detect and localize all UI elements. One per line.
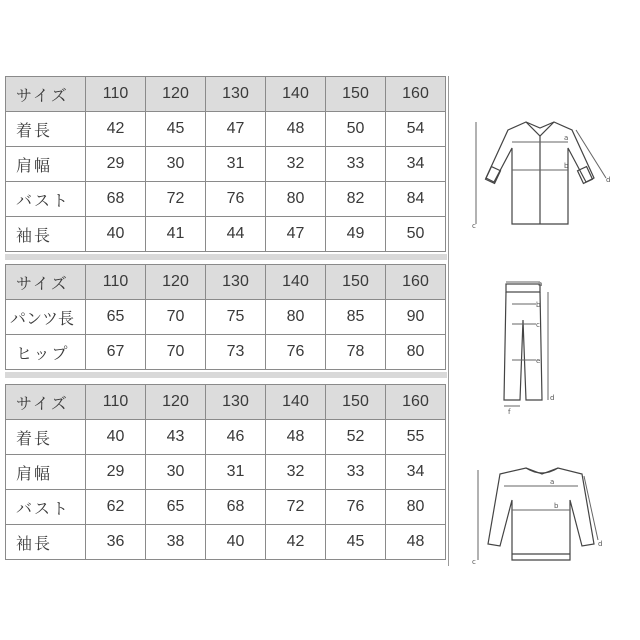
table-cell: 29 xyxy=(86,455,146,490)
table-cell: 52 xyxy=(326,420,386,455)
table-cell: 40 xyxy=(86,217,146,252)
panel-divider xyxy=(448,76,449,566)
svg-text:d: d xyxy=(598,540,603,548)
table-row xyxy=(6,182,446,217)
size-cell: 150 xyxy=(326,265,386,300)
table-cell: 84 xyxy=(386,182,446,217)
table-cell: 31 xyxy=(206,147,266,182)
size-cell: 130 xyxy=(206,385,266,420)
table-cell: 80 xyxy=(386,490,446,525)
row-label: バスト xyxy=(6,490,86,525)
svg-text:c: c xyxy=(536,321,540,329)
size-cell: 110 xyxy=(86,385,146,420)
table-cell: 65 xyxy=(146,490,206,525)
table-cell: 48 xyxy=(266,112,326,147)
table-cell: 65 xyxy=(86,300,146,335)
table-row xyxy=(6,335,446,370)
size-cell: 130 xyxy=(206,77,266,112)
table-header-row xyxy=(6,265,446,300)
table-cell: 36 xyxy=(86,525,146,560)
table-cell: 68 xyxy=(86,182,146,217)
svg-text:b: b xyxy=(536,301,541,309)
table-cell: 42 xyxy=(266,525,326,560)
table-cell: 44 xyxy=(206,217,266,252)
row-label: 着長 xyxy=(6,420,86,455)
row-label: 着長 xyxy=(6,112,86,147)
table-cell: 54 xyxy=(386,112,446,147)
section-divider xyxy=(5,254,447,260)
table-cell: 30 xyxy=(146,455,206,490)
pants-diagram xyxy=(490,280,570,420)
table-cell: 78 xyxy=(326,335,386,370)
size-cell: 160 xyxy=(386,265,446,300)
header-cell: サイズ xyxy=(6,265,86,300)
row-label: 袖長 xyxy=(6,525,86,560)
table-cell: 72 xyxy=(266,490,326,525)
table-cell: 38 xyxy=(146,525,206,560)
table-cell: 67 xyxy=(86,335,146,370)
table-cell: 33 xyxy=(326,147,386,182)
table-cell: 90 xyxy=(386,300,446,335)
table-cell: 34 xyxy=(386,455,446,490)
table-cell: 80 xyxy=(266,182,326,217)
table-cell: 30 xyxy=(146,147,206,182)
sweater-size-table xyxy=(5,384,446,560)
svg-text:e: e xyxy=(536,357,541,365)
table-cell: 48 xyxy=(386,525,446,560)
shirt-icon xyxy=(468,112,618,237)
table-cell: 32 xyxy=(266,455,326,490)
table-cell: 50 xyxy=(326,112,386,147)
row-label: バスト xyxy=(6,182,86,217)
table-row xyxy=(6,112,446,147)
table-cell: 55 xyxy=(386,420,446,455)
size-cell: 130 xyxy=(206,265,266,300)
table-cell: 80 xyxy=(266,300,326,335)
shirt-diagram xyxy=(468,112,618,237)
table-row xyxy=(6,420,446,455)
sweater-diagram xyxy=(470,460,610,570)
row-label: パンツ長 xyxy=(6,300,86,335)
table-row xyxy=(6,217,446,252)
table-cell: 43 xyxy=(146,420,206,455)
size-cell: 150 xyxy=(326,385,386,420)
size-cell: 140 xyxy=(266,77,326,112)
size-cell: 120 xyxy=(146,385,206,420)
svg-text:d: d xyxy=(550,394,555,402)
table-cell: 76 xyxy=(326,490,386,525)
table-cell: 29 xyxy=(86,147,146,182)
header-cell: サイズ xyxy=(6,77,86,112)
size-cell: 110 xyxy=(86,77,146,112)
row-label: 肩幅 xyxy=(6,455,86,490)
svg-text:b: b xyxy=(564,162,569,170)
table-row xyxy=(6,490,446,525)
svg-text:d: d xyxy=(606,176,611,184)
table-cell: 48 xyxy=(266,420,326,455)
size-cell: 160 xyxy=(386,77,446,112)
table-row xyxy=(6,147,446,182)
table-cell: 80 xyxy=(386,335,446,370)
sweater-icon xyxy=(470,460,610,570)
table-cell: 62 xyxy=(86,490,146,525)
svg-text:c: c xyxy=(472,222,476,230)
svg-text:c: c xyxy=(472,558,476,566)
pants-size-table xyxy=(5,264,446,370)
table-cell: 47 xyxy=(266,217,326,252)
table-cell: 42 xyxy=(86,112,146,147)
pants-icon xyxy=(490,280,570,420)
table-cell: 45 xyxy=(326,525,386,560)
table-row xyxy=(6,525,446,560)
size-cell: 160 xyxy=(386,385,446,420)
svg-text:a: a xyxy=(538,280,543,288)
table-cell: 47 xyxy=(206,112,266,147)
row-label: 袖長 xyxy=(6,217,86,252)
table-cell: 68 xyxy=(206,490,266,525)
table-cell: 72 xyxy=(146,182,206,217)
section-divider xyxy=(5,372,447,378)
table-cell: 75 xyxy=(206,300,266,335)
table-cell: 45 xyxy=(146,112,206,147)
size-cell: 140 xyxy=(266,385,326,420)
table-cell: 49 xyxy=(326,217,386,252)
table-cell: 33 xyxy=(326,455,386,490)
table-cell: 70 xyxy=(146,335,206,370)
shirt-size-table xyxy=(5,76,446,252)
row-label: ヒップ xyxy=(6,335,86,370)
table-cell: 73 xyxy=(206,335,266,370)
table-header-row xyxy=(6,77,446,112)
size-cell: 120 xyxy=(146,265,206,300)
table-cell: 76 xyxy=(206,182,266,217)
table-header-row xyxy=(6,385,446,420)
svg-text:a: a xyxy=(550,478,555,486)
table-row xyxy=(6,455,446,490)
header-cell: サイズ xyxy=(6,385,86,420)
svg-text:f: f xyxy=(508,408,511,416)
table-cell: 76 xyxy=(266,335,326,370)
table-cell: 46 xyxy=(206,420,266,455)
table-cell: 40 xyxy=(86,420,146,455)
size-cell: 140 xyxy=(266,265,326,300)
row-label: 肩幅 xyxy=(6,147,86,182)
size-cell: 150 xyxy=(326,77,386,112)
table-cell: 32 xyxy=(266,147,326,182)
table-cell: 85 xyxy=(326,300,386,335)
table-cell: 70 xyxy=(146,300,206,335)
table-cell: 50 xyxy=(386,217,446,252)
table-cell: 41 xyxy=(146,217,206,252)
table-cell: 34 xyxy=(386,147,446,182)
size-cell: 120 xyxy=(146,77,206,112)
table-row xyxy=(6,300,446,335)
table-cell: 40 xyxy=(206,525,266,560)
svg-text:a: a xyxy=(564,134,569,142)
table-cell: 31 xyxy=(206,455,266,490)
table-cell: 82 xyxy=(326,182,386,217)
svg-text:b: b xyxy=(554,502,559,510)
size-cell: 110 xyxy=(86,265,146,300)
